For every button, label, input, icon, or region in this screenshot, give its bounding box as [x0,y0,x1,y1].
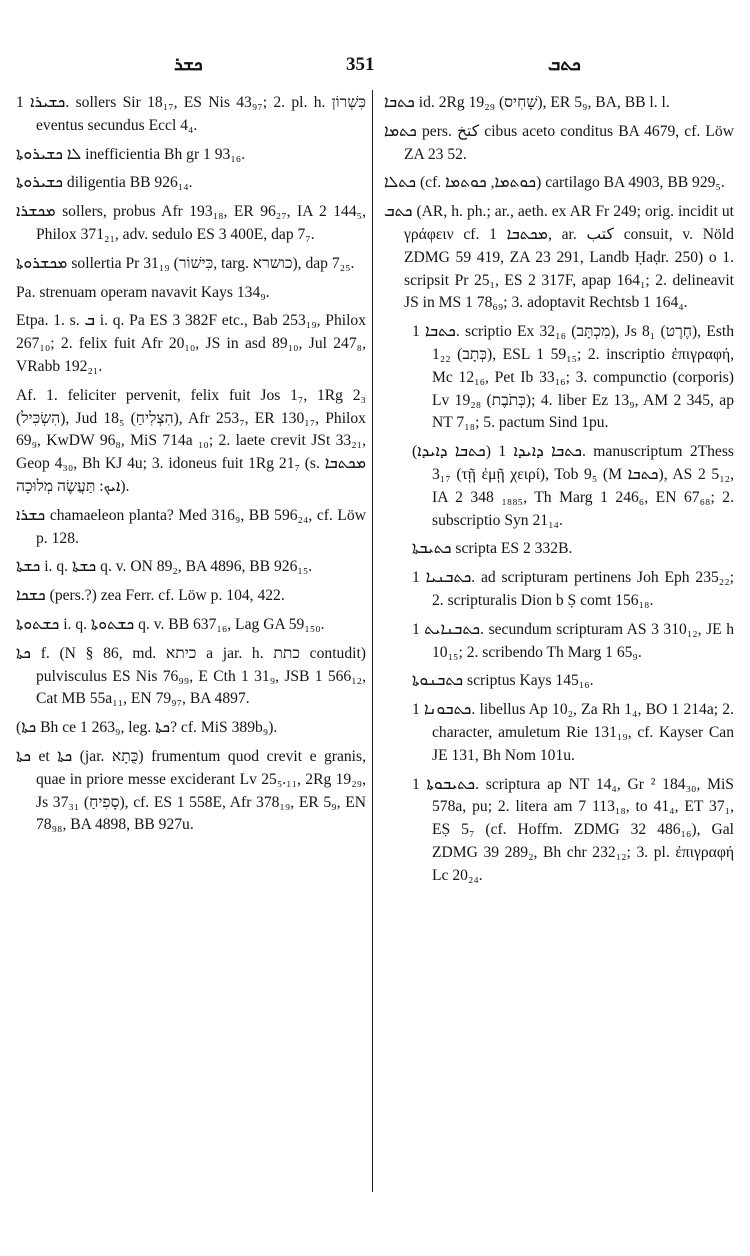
dictionary-entry: ܟܫܝܪܘܬܐ diligentia BB 926₁₄. [16,174,193,192]
dictionary-entry: Af. 1. feliciter pervenit, felix fuit Jos 1₇, 1Rg 2₃ (הִשְׂכִּיל), Jud 18₅ (הִצְלִיחַ), Afr 253₇, ER 130₁₇, Philox 69₉, KwDW 96₈, MiS 714a ₁₀; 2. laete crevit JSt 33₂₁, Geop 4₃₀, Bh KJ 4u; 3. idoneus fuit 1Rg 21₇ (s. ܡܟܬܒܐ ܐܝܟ: תַּעֲשֶׂה מְלוּכָה). [16,386,366,495]
dictionary-entry: ܟܬܝܒܘܬܐ 1. scriptura ap NT 14₄, Gr ² 184₃₀, MiS 578a, pu; 2. litera am 7 113₁₈, to 41₄, ET 37₁, EṢ 5₇ (cf. Hoffm. ZDMG 32 486₁₆), Gal ZDMG 39 289₂, Bh chr 232₁₂; 3. pl. ἐπιγραφή Lc 20₂₄. [412,775,734,884]
dictionary-entry: ܟܬܒܢܘܬܐ scriptus Kays 145₁₆. [412,672,594,690]
dictionary-entry: ܟܬܒ (AR, h. ph.; ar., aeth. ex AR Fr 249; orig. incidit ut γράφειν cf. ܡܟܬܒܐ 1, ar. كتب consuit, v. Nöld ZDMG 59 419, ZA 23 291, Landb Ḥaḍr. 250) o 1. scripsit Pr 25₁, ES 2 317F, apap 164₁; 2. delineavit JS in MS 1 78₆₉; 3. adoptavit Rechtsb 1 164₄. [384,203,734,312]
page-header [0,50,750,84]
dictionary-entry: ܟܫܬܐ i. q. ܟܫܬܐ q. v. ON 89₂, BA 4896, BB 926₁₅. [16,558,313,576]
header-right-word: ܟܬܒ [548,54,581,74]
dictionary-entry: ܟܬܒܢܐܝܬ 1. secundum scripturam AS 3 310₁₂, JE h 10₁₅; 2. scribendo Th Marg 1 65₉. [412,620,734,661]
dictionary-entry: ܟܫܬܘܬܐ i. q. ܟܫܬܘܬܐ q. v. BB 637₁₆, Lag GA 59₁₅₀. [16,615,325,633]
dictionary-entry: ܡܟܫܪܘܬܐ sollertia Pr 31₁₉ (כִּישׁוֹר, targ. כושרא), dap 7₂₅. [16,254,355,272]
dictionary-entry: ܟܬܒܐ id. 2Rg 19₂₉ (שָׁחִיס), ER 5₉, BA, BB l. l. [384,94,670,111]
dictionary-entry: ܡܟܫܪܐ sollers, probus Afr 193₁₈, ER 96₂₇, IA 2 144₅, Philox 371₂₁, adv. sedulo ES 3 400E, dap 7₇. [16,203,366,243]
dictionary-entry: ܟܬܒܐ 1. scriptio Ex 32₁₆ (מִכְתָּב), Js 8₁ (חֶרֶט), Esth 1₂₂ (כְּתָב), ESL 1 59₁₅; 2. inscriptio ἐπιγραφή, Mc 12₁₆, Pet Ib 33₁₆; 3. compunctio (corporis) Lv 19₂₈ (כְּתֹבֶת); 4. liber Ez 13₉, AM 2 345, ap NT 7₁₈; 5. pactum Sind 1pu. [412,323,735,432]
header-left-word: ܟܫܪ [174,54,203,74]
dictionary-entry: ܟܫܟܐ (pers.?) zea Ferr. cf. Löw p. 104, 422. [16,587,285,605]
dictionary-entry: ܟܬܡܐ pers. کتخ cibus aceto conditus BA 4679, cf. Löw ZA 23 52. [384,122,734,163]
right-column [384,92,734,894]
dictionary-entry: ܟܬܝܒܬܐ scripta ES 2 332B. [412,540,573,558]
dictionary-entry: ܟܬܠܐ (cf. ܟܘܬܡܐ, ܟܘܬܡܐ) cartilago BA 4903, BB 929₅. [384,174,725,192]
page-number: 351 [346,54,375,75]
dictionary-entry: ܟܬܒܘܢܐ 1. libellus Ap 10₂, Za Rh 1₄, BO 1 214a; 2. character, amuletum Rie 131₁₉, cf. Kayser Can JE 131, Bh Nom 101u. [412,701,734,764]
dictionary-entry: (ܟܬܒܐ ܕܐܝܕܐ) ܟܬܒܐ ܕܐܝܕܐ 1. manuscriptum 2Thess 3₁₇ (τῇ ἐμῇ χειρί), Tob 9₅ (M ܟܬܒܐ), AS 2 5₁₂, IA 2 348 ₁₈₈₅, Th Marg 1 246₆, EN 67₆₈; 2. subscriptio Syn 21₁₄. [412,443,734,529]
left-column [16,92,366,843]
dictionary-entry: ܟܬܐ f. (N § 86, md. כיתא a jar. h. כתת contudit) pulvisculus ES Nis 76₉₉, E Cth 1 31₉, JSB 1 566₁₂, Cat MB 55a₁₁, EN 79₉₇, BA 4897. [16,644,366,708]
dictionary-entry: ܟܬܒܢܝܐ 1. ad scripturam pertinens Joh Eph 235₂₂; 2. scripturalis Dion b Ṣ comt 156₁₈. [412,569,735,609]
dictionary-entry: (ܟܬܐ Bh ce 1 263₉, leg. ܟܬܐ? cf. MiS 389b₉). [16,719,278,737]
dictionary-entry: ܟܫܝܪܐ 1. sollers Sir 18₁₇, ES Nis 43₉₇; 2. pl. h. כִּשְׁרוֹן eventus secundus Eccl 4₄. [16,94,366,134]
column-divider [372,90,373,1192]
dictionary-entry: ܟܫܪܐ chamaeleon planta? Med 316₉, BB 596₂₄, cf. Löw p. 128. [16,506,366,547]
dictionary-entry: Etpa. 1. s. ܒ i. q. Pa ES 3 382F etc., Bab 253₁₉, Philox 267₁₀; 2. felix fuit Afr 20₁₀, JS in asd 89₁₀, Jul 247₈, VRabb 192₂₁. [16,312,366,375]
dictionary-entry: ܠܐ ܟܫܝܪܘܬܐ inefficientia Bh gr 1 93₁₆. [16,145,246,163]
dictionary-entry: Pa. strenuam operam navavit Kays 134₉. [16,283,270,301]
dictionary-entry: ܟܬܐ et ܟܬܐ (jar. כֻּתָא) frumentum quod crevit e granis, quae in priore messe exciderant Lv 25₅.₁₁, 2Rg 19₂₉, Js 37₃₁ (סָפִיחַ), cf. ES 1 558E, Afr 378₁₉, ER 5₉, EN 78₉₈, BA 4898, BB 927u. [16,747,366,834]
